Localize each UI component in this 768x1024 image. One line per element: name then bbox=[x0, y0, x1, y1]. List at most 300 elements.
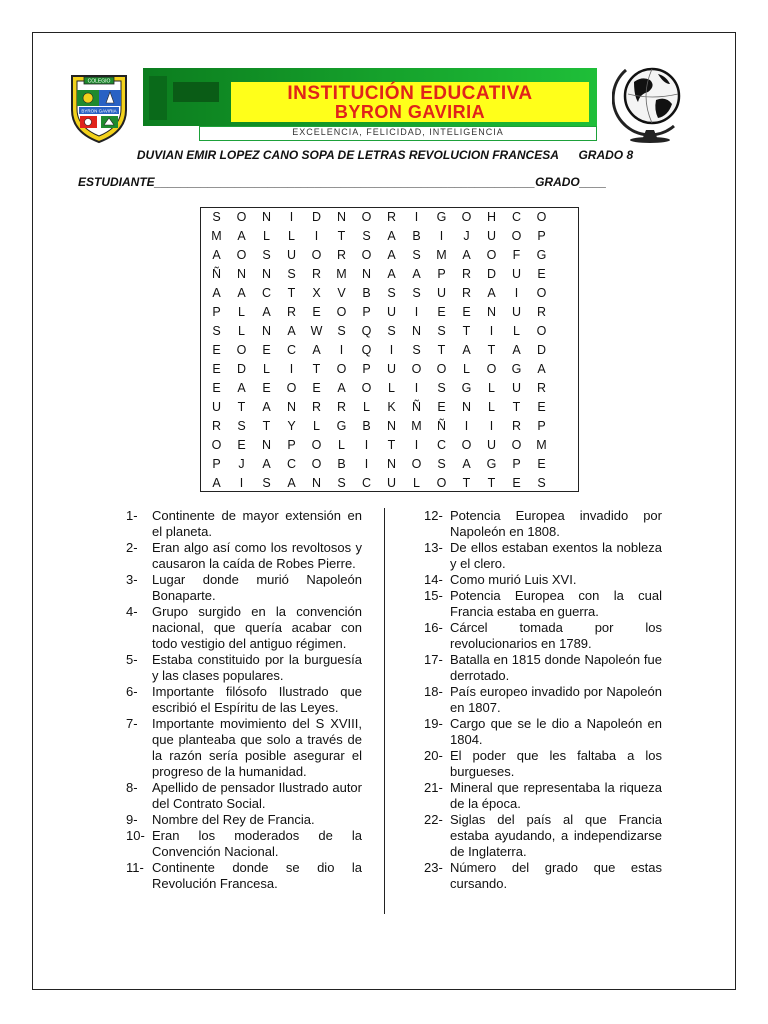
grid-letter: O bbox=[236, 343, 247, 357]
grid-letter: E bbox=[512, 476, 521, 490]
grid-letter: F bbox=[512, 248, 521, 262]
grid-letter: U bbox=[511, 381, 522, 395]
grid-letter: P bbox=[287, 438, 296, 452]
grid-letter: I bbox=[239, 476, 244, 490]
clue-item bbox=[424, 780, 662, 812]
grid-letter: I bbox=[389, 343, 394, 357]
grid-letter: S bbox=[337, 324, 346, 338]
grid-letter: R bbox=[336, 248, 347, 262]
grid-letter: A bbox=[387, 267, 396, 281]
grid-row bbox=[201, 227, 578, 246]
grid-row bbox=[201, 398, 578, 417]
student-name-line: ESTUDIANTE_________________________________________________________GRADO____ bbox=[78, 175, 607, 189]
clue-number: 2- bbox=[126, 540, 138, 555]
clue-number: 12- bbox=[424, 508, 443, 523]
grid-letter: U bbox=[511, 305, 522, 319]
grid-letter: S bbox=[262, 476, 271, 490]
grid-letter: S bbox=[262, 248, 271, 262]
grid-letter: O bbox=[486, 362, 497, 376]
grid-letter: R bbox=[511, 419, 522, 433]
grid-letter: N bbox=[386, 457, 397, 471]
grid-letter: O bbox=[236, 248, 247, 262]
grid-letter: A bbox=[387, 229, 396, 243]
grid-letter: T bbox=[312, 362, 321, 376]
grid-row bbox=[201, 265, 578, 284]
grid-letter: A bbox=[312, 343, 321, 357]
clue-item bbox=[424, 812, 662, 860]
crest-top-text: COLEGIO bbox=[87, 78, 111, 85]
clue-number: 18- bbox=[424, 684, 443, 699]
institution-motto: EXCELENCIA, FELICIDAD, INTELIGENCIA bbox=[292, 127, 504, 137]
grid-letter: P bbox=[437, 267, 446, 281]
grid-letter: S bbox=[237, 419, 246, 433]
grid-letter: O bbox=[536, 286, 547, 300]
grid-letter: N bbox=[261, 324, 272, 338]
grid-row bbox=[201, 436, 578, 455]
grid-letter: S bbox=[412, 343, 421, 357]
grid-letter: M bbox=[336, 267, 347, 281]
grid-letter: A bbox=[412, 267, 421, 281]
grid-letter: P bbox=[362, 362, 371, 376]
grid-letter: P bbox=[537, 419, 546, 433]
clue-text: Eran los moderados de la Convención Nacional. bbox=[152, 828, 362, 859]
grid-letter: A bbox=[512, 343, 521, 357]
grid-letter: R bbox=[336, 400, 347, 414]
grid-letter: U bbox=[386, 305, 397, 319]
clue-text: Potencia Europea invadido por Napoleón en 1808. bbox=[450, 508, 662, 539]
grid-letter: T bbox=[287, 286, 296, 300]
grid-letter: E bbox=[312, 305, 321, 319]
grid-row bbox=[201, 417, 578, 436]
clue-number: 19- bbox=[424, 716, 443, 731]
clue-text: Importante filósofo Ilustrado que escribió el Espíritu de las Leyes. bbox=[152, 684, 362, 715]
grid-letter: J bbox=[463, 229, 470, 243]
grid-letter: G bbox=[486, 457, 497, 471]
grid-letter: S bbox=[212, 324, 221, 338]
clue-item bbox=[126, 604, 362, 652]
clue-number: 15- bbox=[424, 588, 443, 603]
clue-text: Cárcel tomada por los revolucionarios en 1789. bbox=[450, 620, 662, 651]
grid-letter: C bbox=[286, 343, 297, 357]
grid-letter: C bbox=[286, 457, 297, 471]
clue-item bbox=[126, 780, 362, 812]
grid-letter: T bbox=[237, 400, 246, 414]
clue-item bbox=[126, 716, 362, 780]
grid-letter: T bbox=[387, 438, 396, 452]
grid-letter: R bbox=[536, 381, 547, 395]
grid-letter: M bbox=[211, 229, 222, 243]
grid-row bbox=[201, 379, 578, 398]
grid-letter: L bbox=[413, 476, 420, 490]
grid-letter: A bbox=[337, 381, 346, 395]
grid-letter: S bbox=[537, 476, 546, 490]
grid-letter: O bbox=[361, 210, 372, 224]
grid-letter: L bbox=[388, 381, 395, 395]
clue-number: 17- bbox=[424, 652, 443, 667]
grid-letter: O bbox=[361, 381, 372, 395]
grid-letter: G bbox=[436, 210, 447, 224]
grid-letter: L bbox=[238, 324, 245, 338]
grid-letter: A bbox=[487, 286, 496, 300]
institution-name-line2: BYRON GAVIRIA bbox=[334, 102, 486, 122]
clue-number: 14- bbox=[424, 572, 443, 587]
grid-letter: Y bbox=[287, 419, 296, 433]
grid-letter: T bbox=[337, 229, 346, 243]
grid-letter: N bbox=[236, 267, 247, 281]
clue-text: Siglas del país al que Francia estaba ayudando, a independizarse de Inglaterra. bbox=[450, 812, 662, 859]
clue-item bbox=[126, 812, 362, 828]
grid-letter: A bbox=[237, 381, 246, 395]
clue-item bbox=[126, 508, 362, 540]
grid-letter: Q bbox=[361, 343, 372, 357]
grid-letter: A bbox=[462, 343, 471, 357]
grid-letter: Ñ bbox=[436, 419, 447, 433]
clue-number: 22- bbox=[424, 812, 443, 827]
grid-row bbox=[201, 341, 578, 360]
grid-letter: T bbox=[487, 476, 496, 490]
column-divider bbox=[384, 508, 385, 914]
grid-letter: O bbox=[536, 210, 547, 224]
clue-item bbox=[424, 652, 662, 684]
grid-letter: L bbox=[338, 438, 345, 452]
grid-letter: O bbox=[336, 305, 347, 319]
grid-row bbox=[201, 455, 578, 474]
grid-row bbox=[201, 303, 578, 322]
clue-item bbox=[424, 540, 662, 572]
grid-letter: E bbox=[212, 343, 221, 357]
grid-letter: N bbox=[286, 400, 297, 414]
grid-letter: C bbox=[261, 286, 272, 300]
clue-number: 23- bbox=[424, 860, 443, 875]
grid-letter: E bbox=[212, 362, 221, 376]
grid-letter: I bbox=[364, 438, 369, 452]
clue-number: 20- bbox=[424, 748, 443, 763]
grid-letter: A bbox=[462, 248, 471, 262]
grid-row bbox=[201, 284, 578, 303]
grid-letter: E bbox=[437, 305, 446, 319]
grid-letter: A bbox=[262, 305, 271, 319]
grid-letter: E bbox=[537, 267, 546, 281]
grid-letter: N bbox=[411, 324, 422, 338]
grid-letter: P bbox=[212, 305, 221, 319]
grid-letter: G bbox=[461, 381, 472, 395]
clue-text: Eran algo así como los revoltosos y causaron la caída de Robes Pierre. bbox=[152, 540, 362, 571]
grid-letter: O bbox=[311, 248, 322, 262]
clue-item bbox=[424, 620, 662, 652]
grid-letter: H bbox=[486, 210, 497, 224]
clue-number: 1- bbox=[126, 508, 138, 523]
clue-number: 6- bbox=[126, 684, 138, 699]
grid-letter: N bbox=[386, 419, 397, 433]
grid-letter: P bbox=[362, 305, 371, 319]
clue-text: Continente donde se dio la Revolución Francesa. bbox=[152, 860, 362, 891]
clue-item bbox=[424, 748, 662, 780]
grid-letter: O bbox=[436, 476, 447, 490]
grid-letter: Ñ bbox=[211, 267, 222, 281]
grid-letter: O bbox=[511, 438, 522, 452]
grid-letter: A bbox=[287, 324, 296, 338]
clue-item bbox=[424, 588, 662, 620]
grid-letter: X bbox=[312, 286, 321, 300]
grid-letter: U bbox=[486, 438, 497, 452]
institution-banner bbox=[143, 68, 597, 143]
clue-item bbox=[126, 572, 362, 604]
grid-letter: S bbox=[387, 324, 396, 338]
clue-item bbox=[126, 860, 362, 892]
grid-letter: N bbox=[461, 400, 472, 414]
grid-letter: L bbox=[263, 362, 270, 376]
clue-item bbox=[126, 828, 362, 860]
grid-letter: U bbox=[211, 400, 222, 414]
banner-stripe bbox=[173, 82, 219, 102]
clue-text: Cargo que se le dio a Napoleón en 1804. bbox=[450, 716, 662, 747]
grid-letter: B bbox=[362, 419, 371, 433]
clue-number: 8- bbox=[126, 780, 138, 795]
grid-letter: O bbox=[411, 362, 422, 376]
grid-letter: N bbox=[486, 305, 497, 319]
grid-letter: M bbox=[411, 419, 422, 433]
clue-text: Potencia Europea con la cual Francia estaba en guerra. bbox=[450, 588, 662, 619]
grid-letter: O bbox=[436, 362, 447, 376]
grid-letter: M bbox=[536, 438, 547, 452]
clue-number: 13- bbox=[424, 540, 443, 555]
grid-letter: E bbox=[212, 381, 221, 395]
grid-letter: N bbox=[311, 476, 322, 490]
clue-text: Estaba constituido por la burguesía y las clases populares. bbox=[152, 652, 362, 683]
grid-letter: O bbox=[536, 324, 547, 338]
grid-letter: G bbox=[511, 362, 522, 376]
grid-row bbox=[201, 246, 578, 265]
grid-letter: E bbox=[437, 400, 446, 414]
grid-letter: O bbox=[461, 210, 472, 224]
grid-letter: A bbox=[212, 286, 221, 300]
grid-letter: L bbox=[488, 400, 495, 414]
grid-letter: I bbox=[414, 381, 419, 395]
grid-letter: S bbox=[362, 229, 371, 243]
grid-letter: R bbox=[311, 267, 322, 281]
grid-letter: D bbox=[311, 210, 322, 224]
grid-letter: I bbox=[364, 457, 369, 471]
grid-letter: N bbox=[336, 210, 347, 224]
institution-name-line1: INSTITUCIÓN EDUCATIVA bbox=[287, 83, 533, 104]
clue-text: Lugar donde murió Napoleón Bonaparte. bbox=[152, 572, 362, 603]
clues-column-left bbox=[126, 508, 362, 892]
grid-row bbox=[201, 360, 578, 379]
clue-number: 7- bbox=[126, 716, 138, 731]
grid-letter: G bbox=[336, 419, 347, 433]
grid-letter: T bbox=[462, 476, 471, 490]
grid-letter: T bbox=[262, 419, 271, 433]
clue-item bbox=[126, 652, 362, 684]
clue-text: País europeo invadido por Napoleón en 1807. bbox=[450, 684, 662, 715]
grid-letter: P bbox=[212, 457, 221, 471]
globe-icon bbox=[612, 60, 688, 144]
clue-number: 16- bbox=[424, 620, 443, 635]
grid-letter: L bbox=[363, 400, 370, 414]
clue-number: 10- bbox=[126, 828, 145, 843]
clue-text: De ellos estaban exentos la nobleza y el clero. bbox=[450, 540, 662, 571]
grid-letter: T bbox=[487, 343, 496, 357]
grid-letter: E bbox=[262, 381, 271, 395]
clue-number: 9- bbox=[126, 812, 138, 827]
grid-letter: R bbox=[386, 210, 397, 224]
grid-letter: E bbox=[312, 381, 321, 395]
clue-text: Apellido de pensador Ilustrado autor del Contrato Social. bbox=[152, 780, 362, 811]
grid-letter: D bbox=[236, 362, 247, 376]
grid-letter: E bbox=[537, 400, 546, 414]
clue-text: Número del grado que estas cursando. bbox=[450, 860, 662, 891]
grid-letter: I bbox=[439, 229, 444, 243]
grid-row bbox=[201, 474, 578, 493]
grid-letter: A bbox=[387, 248, 396, 262]
clue-number: 4- bbox=[126, 604, 138, 619]
grid-letter: B bbox=[337, 457, 346, 471]
clue-item bbox=[424, 572, 662, 588]
grid-letter: M bbox=[436, 248, 447, 262]
grid-row bbox=[201, 208, 578, 227]
grid-letter: A bbox=[212, 248, 221, 262]
grid-letter: L bbox=[463, 362, 470, 376]
grid-letter: O bbox=[286, 381, 297, 395]
clue-item bbox=[424, 860, 662, 892]
grid-letter: N bbox=[261, 267, 272, 281]
grid-letter: I bbox=[289, 210, 294, 224]
grid-letter: R bbox=[211, 419, 222, 433]
grid-letter: A bbox=[237, 229, 246, 243]
grid-letter: E bbox=[237, 438, 246, 452]
clue-item bbox=[424, 716, 662, 748]
grid-letter: U bbox=[486, 229, 497, 243]
grid-letter: T bbox=[462, 324, 471, 338]
grid-letter: C bbox=[511, 210, 522, 224]
grid-letter: S bbox=[412, 248, 421, 262]
grid-letter: Q bbox=[361, 324, 372, 338]
grid-letter: J bbox=[238, 457, 245, 471]
clue-item bbox=[424, 508, 662, 540]
grid-letter: C bbox=[436, 438, 447, 452]
grid-letter: A bbox=[287, 476, 296, 490]
clue-item bbox=[424, 684, 662, 716]
grid-letter: O bbox=[361, 248, 372, 262]
grid-letter: R bbox=[461, 267, 472, 281]
grid-letter: O bbox=[311, 457, 322, 471]
grid-letter: A bbox=[212, 476, 221, 490]
grid-letter: O bbox=[336, 362, 347, 376]
clue-number: 11- bbox=[126, 860, 144, 875]
grid-letter: O bbox=[486, 248, 497, 262]
grid-letter: L bbox=[288, 229, 295, 243]
clue-text: Importante movimiento del S XVIII, que planteaba que solo a través de la razón sería posible asegurar el progreso de la humanidad. bbox=[152, 716, 362, 779]
clue-number: 5- bbox=[126, 652, 138, 667]
clues-column-right bbox=[424, 508, 662, 892]
grid-letter: E bbox=[537, 457, 546, 471]
grid-letter: S bbox=[437, 381, 446, 395]
grid-letter: S bbox=[387, 286, 396, 300]
grid-letter: G bbox=[536, 248, 547, 262]
grid-letter: L bbox=[238, 305, 245, 319]
grid-letter: I bbox=[514, 286, 519, 300]
grid-letter: S bbox=[437, 457, 446, 471]
grid-letter: D bbox=[486, 267, 497, 281]
grid-letter: R bbox=[311, 400, 322, 414]
grid-letter: T bbox=[512, 400, 521, 414]
grid-letter: A bbox=[262, 457, 271, 471]
grid-letter: O bbox=[461, 438, 472, 452]
grid-letter: R bbox=[461, 286, 472, 300]
grid-letter: R bbox=[286, 305, 297, 319]
grid-letter: B bbox=[412, 229, 421, 243]
clue-text: Mineral que representaba la riqueza de la época. bbox=[450, 780, 662, 811]
grid-letter: L bbox=[263, 229, 270, 243]
grid-letter: E bbox=[462, 305, 471, 319]
grid-letter: S bbox=[412, 286, 421, 300]
grid-letter: U bbox=[386, 362, 397, 376]
grid-letter: U bbox=[286, 248, 297, 262]
grid-letter: N bbox=[361, 267, 372, 281]
grid-letter: U bbox=[511, 267, 522, 281]
grid-letter: V bbox=[337, 286, 346, 300]
grid-letter: N bbox=[261, 438, 272, 452]
clue-text: Batalla en 1815 donde Napoleón fue derrotado. bbox=[450, 652, 662, 683]
grid-letter: S bbox=[337, 476, 346, 490]
grid-letter: N bbox=[261, 210, 272, 224]
clue-item bbox=[126, 684, 362, 716]
clue-text: Grupo surgido en la convención nacional, que quería acabar con todo vestigio del antiguo régimen. bbox=[152, 604, 362, 651]
grid-letter: O bbox=[236, 210, 247, 224]
grid-letter: I bbox=[414, 438, 419, 452]
grid-letter: P bbox=[537, 229, 546, 243]
grid-letter: L bbox=[488, 381, 495, 395]
banner-stripe bbox=[149, 76, 167, 120]
grid-letter: Ñ bbox=[411, 400, 422, 414]
word-search-grid bbox=[200, 207, 579, 492]
grid-letter: W bbox=[310, 324, 323, 338]
grid-row bbox=[201, 322, 578, 341]
school-crest-logo bbox=[66, 70, 132, 144]
grid-letter: I bbox=[289, 362, 294, 376]
grid-letter: I bbox=[414, 305, 419, 319]
grid-letter: C bbox=[361, 476, 372, 490]
grid-letter: A bbox=[537, 362, 546, 376]
grid-letter: A bbox=[462, 457, 471, 471]
clue-item bbox=[126, 540, 362, 572]
clue-text: Como murió Luis XVI. bbox=[450, 572, 577, 587]
grid-letter: D bbox=[536, 343, 547, 357]
grid-letter: O bbox=[311, 438, 322, 452]
grid-letter: I bbox=[464, 419, 469, 433]
grid-letter: I bbox=[489, 419, 494, 433]
grid-letter: L bbox=[513, 324, 520, 338]
grid-letter: O bbox=[211, 438, 222, 452]
clue-text: El poder que les faltaba a los burgueses. bbox=[450, 748, 662, 779]
grid-letter: U bbox=[386, 476, 397, 490]
grid-letter: S bbox=[287, 267, 296, 281]
clue-number: 21- bbox=[424, 780, 443, 795]
grid-letter: O bbox=[511, 229, 522, 243]
grid-letter: A bbox=[237, 286, 246, 300]
grid-letter: L bbox=[313, 419, 320, 433]
grid-letter: T bbox=[437, 343, 446, 357]
clue-text: Continente de mayor extensión en el planeta. bbox=[152, 508, 362, 539]
grid-letter: E bbox=[262, 343, 271, 357]
grid-letter: B bbox=[362, 286, 371, 300]
grid-letter: I bbox=[414, 210, 419, 224]
grid-letter: S bbox=[437, 324, 446, 338]
clue-number: 3- bbox=[126, 572, 138, 587]
document-title: DUVIAN EMIR LOPEZ CANO SOPA DE LETRAS REVOLUCION FRANCESA GRADO 8 bbox=[136, 148, 634, 162]
grid-letter: S bbox=[212, 210, 221, 224]
grid-letter: I bbox=[339, 343, 344, 357]
